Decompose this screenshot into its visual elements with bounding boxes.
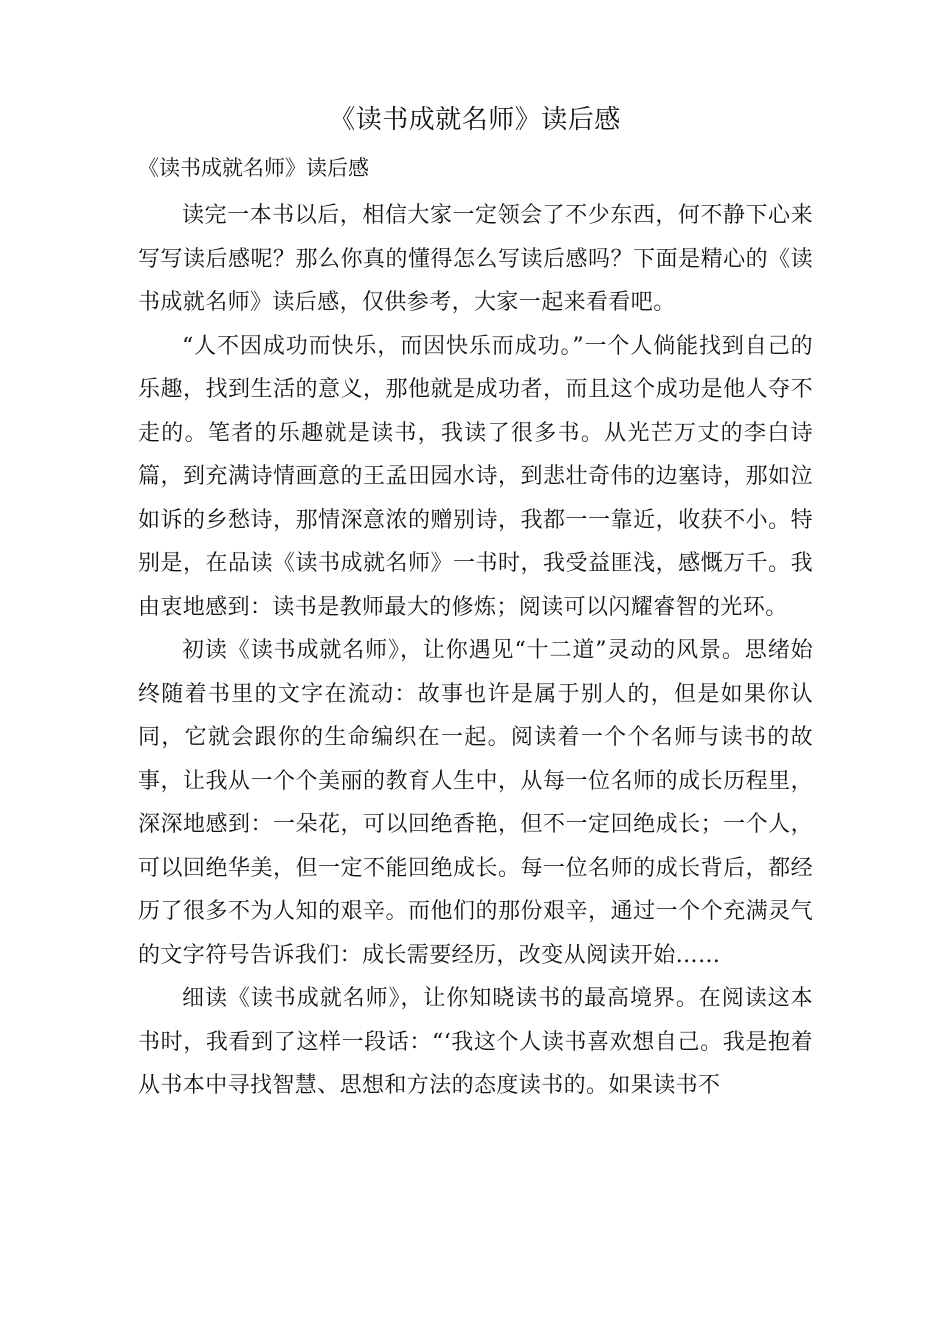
paragraph-intro: 读完一本书以后，相信大家一定领会了不少东西，何不静下心来写写读后感呢？那么你真的懂得怎么写读后感吗？下面是精心的《读书成就名师》读后感，仅供参考，大家一起来看看吧。 <box>138 203 813 315</box>
paragraph-first-reading: 初读《读书成就名师》，让你遇见“十二道”灵动的风景。思绪始终随着书里的文字在流动：故事也许是属于别人的，但是如果你认同，它就会跟你的生命编织在一起。阅读着一个个名师与读书的故事，让我从一个个美丽的教育人生中，从每一位名师的成长历程里，深深地感到：一朵花，可以回绝香艳，但不一定回绝成长；一个人，可以回绝华美，但一定不能回绝成长。每一位名师的成长背后，都经历了很多不为人知的艰辛。而他们的那份艰辛，通过一个个充满灵气的文字符号告诉我们：成长需要经历，改变从阅读开始…… <box>138 638 813 968</box>
document-title: 《读书成就名师》读后感 <box>329 105 621 135</box>
paragraph-close-reading: 细读《读书成就名师》，让你知晓读书的最高境界。在阅读这本书时，我看到了这样一段话：“‘我这个人读书喜欢想自己。我是抱着从书本中寻找智慧、思想和方法的态度读书的。如果读书不 <box>138 986 813 1098</box>
document-body <box>138 194 813 1108</box>
document-subtitle: 《读书成就名师》读后感 <box>138 156 369 180</box>
paragraph-reading-joy: “人不因成功而快乐，而因快乐而成功。”一个人倘能找到自己的乐趣，找到生活的意义，那他就是成功者，而且这个成功是他人夺不走的。笔者的乐趣就是读书，我读了很多书。从光芒万丈的李白诗篇，到充满诗情画意的王孟田园水诗，到悲壮奇伟的边塞诗，那如泣如诉的乡愁诗，那情深意浓的赠别诗，我都一一靠近，收获不小。特别是，在品读《读书成就名师》一书时，我受益匪浅，感慨万千。我由衷地感到：读书是教师最大的修炼；阅读可以闪耀睿智的光环。 <box>138 333 813 620</box>
